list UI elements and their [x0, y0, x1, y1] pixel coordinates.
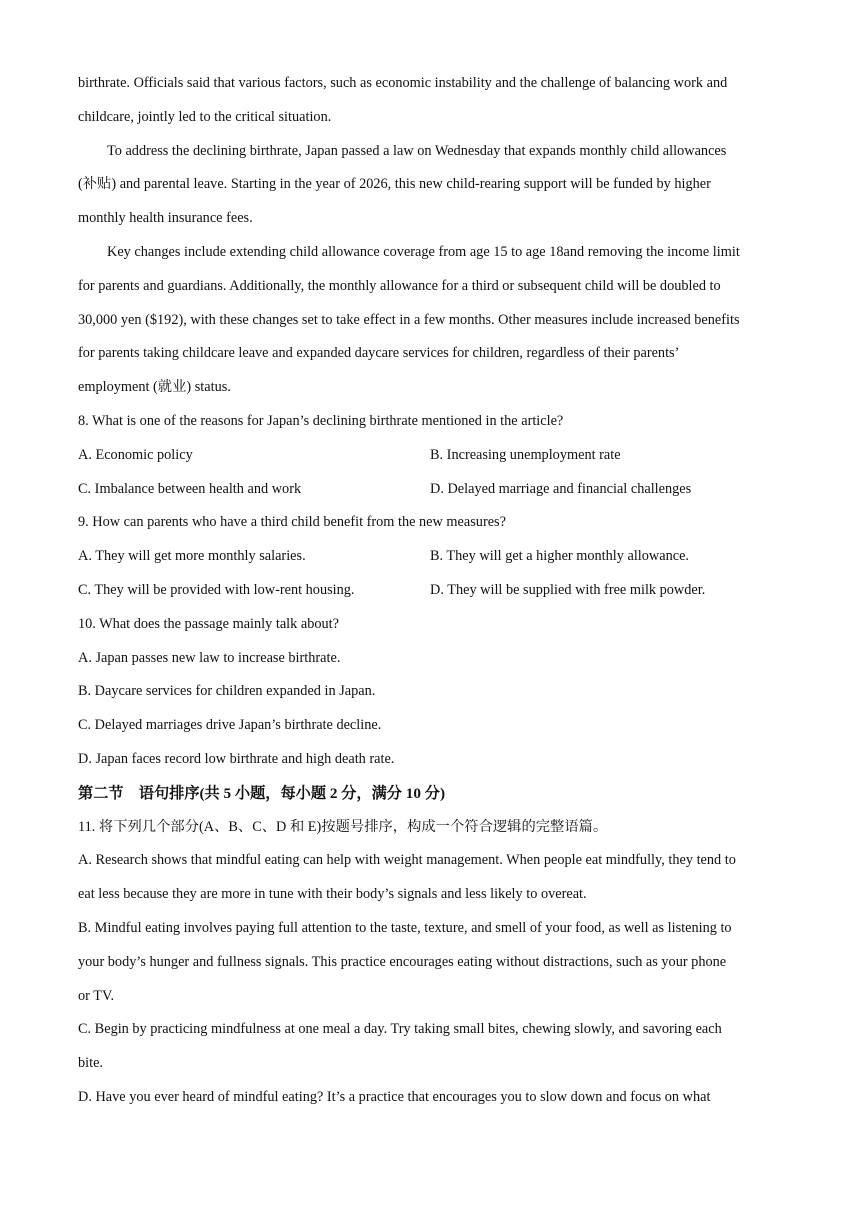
- question-9: [78, 506, 790, 607]
- part-a: [78, 844, 790, 912]
- section-heading: 第二节 语句排序(共 5 小题，每小题 2 分，满分 10 分): [78, 784, 446, 802]
- part-d: [78, 1081, 790, 1115]
- option-d: D. Japan faces record low birthrate and high death rate.: [78, 750, 395, 767]
- text-line: D. Have you ever heard of mindful eating? It’s a practice that encourages you to slow down and focus on what: [78, 1088, 711, 1105]
- option-b: B. Increasing unemployment rate: [430, 446, 621, 463]
- question-stem: 10. What does the passage mainly talk about?: [78, 615, 339, 632]
- option-a: A. Economic policy: [78, 446, 193, 463]
- question-10: [78, 608, 790, 777]
- option-b: B. They will get a higher monthly allowance.: [430, 548, 690, 565]
- text-line: monthly health insurance fees.: [78, 210, 253, 227]
- text-line: for parents taking childcare leave and expanded daycare services for children, regardless of their parents’: [78, 345, 680, 362]
- question-stem: 8. What is one of the reasons for Japan’s declining birthrate mentioned in the article?: [78, 412, 564, 429]
- option-c: C. Delayed marriages drive Japan’s birthrate decline.: [78, 717, 382, 734]
- passage-paragraph-2: [78, 135, 790, 236]
- text-line: Key changes include extending child allowance coverage from age 15 to age 18and removing the income limit: [107, 243, 740, 260]
- part-c: [78, 1013, 790, 1081]
- part-b: [78, 912, 790, 1013]
- options-row: [78, 473, 790, 507]
- text-line: To address the declining birthrate, Japan passed a law on Wednesday that expands monthly child allowances: [107, 142, 727, 159]
- question-8: [78, 405, 790, 506]
- text-line: birthrate. Officials said that various factors, such as economic instability and the challenge of balancing work and: [78, 75, 728, 91]
- options-row: [78, 540, 790, 574]
- text-line: A. Research shows that mindful eating can help with weight management. When people eat mindfully, they tend to: [78, 852, 736, 869]
- text-line: B. Mindful eating involves paying full attention to the taste, texture, and smell of your food, as well as listening to: [78, 919, 732, 936]
- text-line: 30,000 yen ($192), with these changes set to take effect in a few months. Other measures include increased benefits: [78, 311, 740, 328]
- text-line: bite.: [78, 1055, 104, 1072]
- document-page: [78, 67, 790, 1115]
- text-line: or TV.: [78, 987, 115, 1004]
- options-row: [78, 439, 790, 473]
- text-line: your body’s hunger and fullness signals. This practice encourages eating without distractions, such as your phone: [78, 953, 727, 970]
- option-c: C. Imbalance between health and work: [78, 480, 302, 497]
- option-a: A. Japan passes new law to increase birthrate.: [78, 649, 341, 666]
- question-stem: 9. How can parents who have a third child benefit from the new measures?: [78, 514, 506, 531]
- passage-paragraph-3: [78, 236, 790, 405]
- options-row: [78, 574, 790, 608]
- option-a: A. They will get more monthly salaries.: [78, 548, 306, 565]
- section-instruction: 11. 将下列几个部分(A、B、C、D 和 E)按题号排序，构成一个符合逻辑的完整语篇。: [78, 818, 608, 835]
- text-line: eat less because they are more in tune with their body’s signals and less likely to overeat.: [78, 886, 587, 903]
- text-line: for parents and guardians. Additionally, the monthly allowance for a third or subsequent child will be doubled to: [78, 277, 721, 294]
- option-d: D. Delayed marriage and financial challenges: [430, 480, 692, 497]
- text-line: childcare, jointly led to the critical situation.: [78, 108, 332, 125]
- option-d: D. They will be supplied with free milk powder.: [430, 581, 706, 598]
- passage-paragraph-1: [78, 67, 790, 135]
- text-line: employment (就业) status.: [78, 379, 231, 396]
- text-line: C. Begin by practicing mindfulness at one meal a day. Try taking small bites, chewing slowly, and savoring each: [78, 1021, 722, 1038]
- option-b: B. Daycare services for children expanded in Japan.: [78, 683, 376, 700]
- option-c: C. They will be provided with low-rent housing.: [78, 581, 355, 598]
- text-line: (补贴) and parental leave. Starting in the year of 2026, this new child-rearing support will be funded by higher: [78, 176, 711, 193]
